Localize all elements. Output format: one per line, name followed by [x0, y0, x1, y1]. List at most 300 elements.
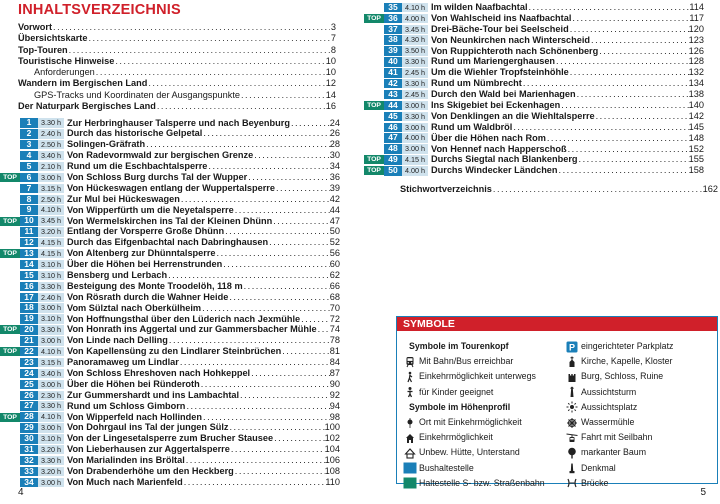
- toc-entry-label: Vorwort: [18, 22, 53, 32]
- tour-entry[interactable]: [364, 67, 704, 78]
- tour-duration: 3.20 h: [38, 227, 64, 236]
- tour-name: Von Wipperfeld nach Hollinden: [67, 411, 203, 422]
- tour-number: 49: [384, 155, 402, 164]
- dot-leader: [241, 90, 325, 101]
- inn-icon: [401, 432, 419, 444]
- tour-duration: 3.00 h: [38, 303, 64, 312]
- dot-leader: [203, 412, 330, 423]
- tour-entry[interactable]: [364, 35, 704, 46]
- toc-entry-page: 14: [325, 89, 336, 100]
- toc-entry-page: 3: [330, 22, 336, 32]
- tour-duration: 4.30 h: [402, 35, 428, 44]
- tour-entry[interactable]: [0, 172, 340, 183]
- toc-entry-label: Touristische Hinweise: [18, 55, 115, 66]
- tour-page: 30: [329, 150, 340, 161]
- dot-leader: [596, 111, 689, 122]
- symbol-label: Symbole im Höhenprofil: [409, 401, 511, 412]
- tour-entry[interactable]: [0, 324, 340, 335]
- toc-entry-page: 16: [325, 101, 336, 112]
- child-icon: [401, 386, 419, 398]
- tour-name: Von Lieberhausen zur Aggertalsperre: [67, 444, 230, 455]
- dot-leader: [523, 78, 689, 89]
- tour-entry[interactable]: [0, 205, 340, 216]
- symbol-item: [401, 476, 545, 491]
- castle-icon: [563, 371, 581, 383]
- toc-entry[interactable]: [18, 67, 336, 78]
- toc-entry[interactable]: [18, 56, 336, 67]
- tour-name: Vom Sülztal nach Oberkülheim: [67, 302, 202, 313]
- tour-entry[interactable]: [364, 2, 704, 13]
- tour-entry[interactable]: [364, 56, 704, 67]
- top-badge: TOP: [0, 413, 20, 422]
- tour-name: Bensberg und Lerbach: [67, 269, 168, 280]
- index-page: 162: [702, 184, 718, 194]
- tour-page: 138: [688, 89, 704, 100]
- tour-duration: 3.45 h: [402, 25, 428, 34]
- dot-leader: [146, 139, 330, 150]
- tour-duration: 4.10 h: [402, 3, 428, 12]
- tour-entry[interactable]: [0, 270, 340, 281]
- tour-duration: 3.30 h: [402, 57, 428, 66]
- dot-leader: [229, 422, 324, 433]
- tour-entry[interactable]: [0, 444, 340, 455]
- tour-number: 19: [20, 314, 38, 323]
- tour-duration: 3.40 h: [38, 369, 64, 378]
- tour-entry[interactable]: [0, 357, 340, 368]
- tour-page: 126: [688, 45, 704, 56]
- hiker-icon: [401, 371, 419, 383]
- tour-name: Von Hoffnungsthal über den Lüderich nach Jexmühle: [67, 313, 301, 324]
- tour-entry[interactable]: [0, 128, 340, 139]
- symbol-label: Symbole im Tourenkopf: [409, 341, 509, 351]
- tour-entry[interactable]: [0, 248, 340, 259]
- tour-number: 35: [384, 3, 402, 12]
- top-badge: TOP: [364, 166, 384, 175]
- tour-entry[interactable]: [364, 100, 704, 111]
- symbol-label: Haltestelle S- bzw. Straßenbahn: [419, 477, 545, 488]
- dot-leader: [556, 56, 689, 67]
- dot-leader: [217, 248, 330, 259]
- toc-entry-page: 7: [330, 33, 336, 44]
- toc-entry-page: 12: [325, 78, 336, 89]
- tour-name: Solingen-Gräfrath: [67, 139, 146, 150]
- dot-leader: [235, 205, 330, 216]
- tour-entry[interactable]: [364, 122, 704, 133]
- tour-duration: 3.00 h: [38, 173, 64, 182]
- tram-stop-icon: [401, 477, 419, 489]
- index-entry[interactable]: [400, 184, 718, 195]
- toc-entry[interactable]: [18, 78, 336, 89]
- tour-page: 56: [329, 248, 340, 259]
- tour-name: Rund um Mariengerghausen: [431, 56, 556, 67]
- tour-name: Zur Herbringhauser Talsperre und nach Beyenburg: [67, 117, 290, 128]
- tour-entry[interactable]: [364, 154, 704, 165]
- toc-entry-label: Top-Touren: [18, 44, 68, 55]
- symbol-label: Ort mit Einkehrmöglichkeit: [419, 416, 522, 427]
- tour-name: Drei-Bäche-Tour bei Seelscheid: [431, 23, 569, 34]
- dot-leader: [203, 128, 329, 139]
- tour-entry[interactable]: [0, 150, 340, 161]
- tour-entry[interactable]: [0, 433, 340, 444]
- tour-page: 74: [329, 324, 340, 335]
- tour-duration: 2.40 h: [38, 129, 64, 138]
- tour-entry[interactable]: [364, 78, 704, 89]
- symbol-item: [401, 445, 545, 460]
- tour-entry[interactable]: [0, 368, 340, 379]
- tour-entry[interactable]: [364, 13, 704, 24]
- tour-list-left: [0, 118, 340, 488]
- tour-duration: 3.10 h: [38, 260, 64, 269]
- tour-page: 42: [329, 193, 340, 204]
- symbol-label: Brücke: [581, 477, 609, 488]
- tour-number: 8: [20, 195, 38, 204]
- toc-entry[interactable]: [18, 45, 336, 56]
- tour-name: Von Denklingen an die Wiehltalsperre: [431, 110, 595, 121]
- symbol-item: [563, 354, 673, 369]
- tour-entry[interactable]: [0, 335, 340, 346]
- tour-number: 14: [20, 260, 38, 269]
- tour-name: Von Marialinden ins Bröltal: [67, 455, 185, 466]
- tour-duration: 3.00 h: [402, 144, 428, 153]
- tour-number: 41: [384, 68, 402, 77]
- tour-page: 152: [688, 143, 704, 154]
- tour-duration: 3.15 h: [38, 184, 64, 193]
- dot-leader: [169, 335, 330, 346]
- tour-name: Von Wipperfürth um die Neyetalsperre: [67, 204, 234, 215]
- dot-leader: [69, 45, 330, 56]
- tour-entry[interactable]: [364, 46, 704, 57]
- symbol-label: Wassermühle: [581, 416, 635, 427]
- tour-number: 7: [20, 184, 38, 193]
- tour-duration: 3.00 h: [402, 101, 428, 110]
- symbol-item: [563, 415, 673, 430]
- tour-name: Von Wermelskirchen ins Tal der Kleinen Dhünn: [67, 215, 273, 226]
- dot-leader: [276, 183, 330, 194]
- tour-number: 25: [20, 380, 38, 389]
- tour-number: 26: [20, 391, 38, 400]
- tour-duration: 3.50 h: [402, 46, 428, 55]
- symbol-label: Fahrt mit Seilbahn: [581, 432, 653, 443]
- tour-duration: 3.30 h: [38, 118, 64, 127]
- dot-leader: [572, 13, 689, 24]
- tour-duration: 2.30 h: [38, 391, 64, 400]
- tree-icon: [563, 447, 581, 459]
- tour-name: Besteigung des Monte Troodelöh, 118 m: [67, 280, 243, 291]
- dot-leader: [168, 270, 330, 281]
- tour-entry[interactable]: [364, 24, 704, 35]
- symbol-subheading: [401, 400, 545, 415]
- tour-duration: 3.00 h: [38, 478, 64, 487]
- tour-entry[interactable]: [0, 259, 340, 270]
- symbol-item: [563, 461, 673, 476]
- tour-entry[interactable]: [364, 133, 704, 144]
- tour-number: 38: [384, 35, 402, 44]
- tour-name: Von Drabenderhöhe um den Heckberg: [67, 466, 234, 476]
- dot-leader: [208, 161, 329, 172]
- dot-leader: [181, 194, 330, 205]
- tour-entry[interactable]: [0, 346, 340, 357]
- tour-entry[interactable]: [0, 401, 340, 412]
- top-badge: TOP: [0, 173, 20, 182]
- tour-number: 33: [20, 467, 38, 476]
- top-badge: TOP: [0, 325, 20, 334]
- dot-leader: [186, 401, 329, 412]
- tour-name: Von Altenberg zur Dhünntalsperre: [67, 248, 216, 259]
- tour-entry[interactable]: [364, 144, 704, 155]
- dot-leader: [201, 379, 330, 390]
- tour-page: 123: [688, 34, 704, 45]
- toc-entry[interactable]: [18, 33, 336, 44]
- tour-page: 98: [329, 411, 340, 422]
- top-badge: TOP: [364, 14, 384, 23]
- tour-name: Über die Höhen bei Herrenstrunden: [67, 259, 223, 270]
- tour-duration: 3.10 h: [38, 314, 64, 323]
- tour-entry[interactable]: [364, 165, 704, 176]
- tour-name: Zur Mul bei Hückeswagen: [67, 193, 180, 204]
- index-label: Stichwortverzeichnis: [400, 184, 492, 194]
- tour-duration: 3.00 h: [402, 123, 428, 132]
- tour-entry[interactable]: [0, 281, 340, 292]
- dot-leader: [251, 368, 330, 379]
- church-icon: [563, 356, 581, 368]
- tour-duration: 3.30 h: [38, 401, 64, 410]
- dot-leader: [88, 33, 329, 44]
- tour-name: Von Dohrgaul ins Tal der jungen Sülz: [67, 422, 229, 433]
- tour-duration: 3.20 h: [38, 467, 64, 476]
- tour-duration: 3.15 h: [38, 358, 64, 367]
- tour-entry[interactable]: [0, 139, 340, 150]
- tour-number: 6: [20, 173, 38, 182]
- dot-leader: [513, 122, 688, 133]
- tour-number: 1: [20, 118, 38, 127]
- tour-entry[interactable]: [0, 412, 340, 423]
- tour-name: Durch das Eifgenbachtal nach Dabringhausen: [67, 237, 269, 248]
- tour-entry[interactable]: [0, 422, 340, 433]
- tour-number: 32: [20, 456, 38, 465]
- symbol-label: Denkmal: [581, 462, 616, 473]
- tour-number: 21: [20, 336, 38, 345]
- tour-page: 81: [329, 346, 340, 357]
- dot-leader: [529, 2, 690, 13]
- front-matter-list: [18, 22, 336, 112]
- tour-number: 44: [384, 101, 402, 110]
- dot-leader: [269, 237, 330, 248]
- dot-leader: [244, 281, 330, 292]
- tour-number: 22: [20, 347, 38, 356]
- tour-number: 31: [20, 445, 38, 454]
- dot-leader: [225, 226, 330, 237]
- tour-page: 47: [329, 215, 340, 226]
- tour-page: 120: [688, 23, 704, 34]
- dot-leader: [282, 346, 330, 357]
- tour-number: 4: [20, 151, 38, 160]
- tour-number: 16: [20, 282, 38, 291]
- dot-leader: [291, 118, 330, 129]
- dot-leader: [591, 35, 689, 46]
- top-badge: TOP: [0, 217, 20, 226]
- tour-number: 47: [384, 133, 402, 142]
- tour-entry[interactable]: [0, 314, 340, 325]
- tour-page: 102: [324, 433, 340, 444]
- symbol-label: für Kinder geeignet: [419, 386, 494, 397]
- tour-name: Durchs Windecker Ländchen: [431, 165, 558, 176]
- tour-entry[interactable]: [0, 379, 340, 390]
- tour-name: Von Radevormwald zur bergischen Grenze: [67, 150, 254, 161]
- page-number-right: 5: [700, 487, 706, 498]
- symbol-item: [401, 385, 545, 400]
- tour-number: 10: [20, 216, 38, 225]
- symbol-label: Unbew. Hütte, Unterstand: [419, 447, 520, 458]
- tour-page: 90: [329, 378, 340, 389]
- bridge-icon: [563, 477, 581, 489]
- symbol-legend: [396, 316, 718, 488]
- tour-page: 70: [329, 302, 340, 313]
- dot-leader: [254, 150, 330, 161]
- tour-number: 29: [20, 423, 38, 432]
- tour-entry[interactable]: [0, 118, 340, 129]
- tour-name: Von Schloss Ehreshoven nach Hohkeppel: [67, 367, 251, 378]
- tour-entry[interactable]: [0, 303, 340, 314]
- tour-entry[interactable]: [0, 216, 340, 227]
- symbol-label: Kirche, Kapelle, Kloster: [581, 356, 673, 367]
- tour-entry[interactable]: [0, 390, 340, 401]
- tour-number: 17: [20, 293, 38, 302]
- dot-leader: [547, 133, 689, 144]
- tour-page: 78: [329, 335, 340, 346]
- dot-leader: [570, 67, 689, 78]
- symbol-label: Mit Bahn/Bus erreichbar: [419, 356, 514, 367]
- page-number-left: 4: [18, 487, 24, 498]
- tour-entry[interactable]: [364, 89, 704, 100]
- toc-entry[interactable]: [18, 90, 336, 101]
- tour-page: 39: [329, 182, 340, 193]
- page-title: INHALTSVERZEICHNIS: [18, 2, 181, 18]
- dot-leader: [115, 56, 324, 67]
- tour-name: Durch das historische Gelpetal: [67, 128, 203, 139]
- tour-entry[interactable]: [0, 455, 340, 466]
- tour-duration: 3.10 h: [38, 434, 64, 443]
- tour-entry[interactable]: [364, 111, 704, 122]
- tour-duration: 3.45 h: [38, 216, 64, 225]
- tour-entry[interactable]: [0, 183, 340, 194]
- symbol-item: [563, 369, 673, 384]
- tour-page: 104: [324, 444, 340, 455]
- tour-name: Von Hennef nach Happerschoß: [431, 143, 567, 154]
- tour-number: 34: [20, 478, 38, 487]
- symbol-column-right: [563, 339, 673, 491]
- tour-duration: 4.10 h: [38, 412, 64, 421]
- tour-page: 44: [329, 204, 340, 215]
- tour-entry[interactable]: [0, 292, 340, 303]
- toc-entry-page: 10: [325, 55, 336, 66]
- tour-name: Von Neunkirchen nach Winterscheid: [431, 34, 591, 45]
- tour-entry[interactable]: [0, 237, 340, 248]
- tour-entry[interactable]: [0, 161, 340, 172]
- symbol-item: [401, 430, 545, 445]
- dot-leader: [577, 89, 689, 100]
- tour-page: 72: [329, 313, 340, 324]
- symbol-column-left: [401, 339, 545, 491]
- dot-leader: [274, 433, 325, 444]
- tour-page: 134: [688, 78, 704, 89]
- tour-number: 50: [384, 166, 402, 175]
- dot-leader: [186, 455, 325, 466]
- symbol-label: Burg, Schloss, Ruine: [581, 371, 664, 382]
- tour-page: 148: [688, 132, 704, 143]
- top-badge: TOP: [0, 249, 20, 258]
- dot-leader: [273, 216, 330, 227]
- tour-duration: 3.40 h: [38, 151, 64, 160]
- dot-leader: [561, 100, 688, 111]
- dot-leader: [318, 324, 330, 335]
- tour-page: 94: [329, 400, 340, 411]
- symbol-label: eingerichteter Parkplatz: [581, 341, 674, 351]
- dot-leader: [235, 466, 325, 477]
- waterfall-icon: [563, 417, 581, 429]
- symbol-item: [401, 461, 545, 476]
- dot-leader: [53, 22, 330, 33]
- tour-name: Ins Skigebiet bei Eckenhagen: [431, 100, 561, 111]
- dot-leader: [96, 67, 325, 78]
- tour-page: 110: [325, 476, 340, 487]
- cable-car-icon: [563, 432, 581, 444]
- dot-leader: [301, 314, 330, 325]
- tour-page: 60: [329, 259, 340, 270]
- toc-entry[interactable]: [18, 22, 336, 33]
- tour-number: 30: [20, 434, 38, 443]
- dot-leader: [184, 477, 326, 488]
- tour-duration: 4.00 h: [402, 166, 428, 175]
- tour-page: 158: [688, 165, 704, 176]
- tour-entry[interactable]: [0, 226, 340, 237]
- tour-number: 23: [20, 358, 38, 367]
- dot-leader: [157, 101, 325, 112]
- toc-entry-label: Der Naturpark Bergisches Land: [18, 101, 156, 112]
- tour-duration: 2.10 h: [38, 162, 64, 171]
- symbol-subheading: [401, 339, 545, 354]
- tour-number: 43: [384, 90, 402, 99]
- dot-leader: [231, 444, 325, 455]
- tour-page: 108: [324, 466, 340, 476]
- toc-entry[interactable]: [18, 101, 336, 112]
- tour-number: 37: [384, 25, 402, 34]
- tour-number: 45: [384, 112, 402, 121]
- top-badge: TOP: [364, 101, 384, 110]
- tour-page: 36: [329, 171, 340, 182]
- tour-entry[interactable]: [0, 194, 340, 205]
- tour-entry[interactable]: [0, 466, 340, 477]
- tour-duration: 4.00 h: [402, 14, 428, 23]
- tour-page: 87: [329, 367, 340, 378]
- tour-name: Von Kapellensüng zu den Lindlarer Steinbrüchen: [67, 346, 282, 357]
- tour-duration: 3.00 h: [38, 423, 64, 432]
- dot-leader: [223, 259, 330, 270]
- hut-icon: [401, 447, 419, 459]
- tour-entry[interactable]: [0, 477, 340, 488]
- tour-duration: 3.30 h: [402, 79, 428, 88]
- tour-duration: 4.00 h: [402, 133, 428, 142]
- toc-entry-page: 8: [330, 44, 336, 55]
- symbol-label: Einkehrmöglichkeit unterwegs: [419, 371, 536, 382]
- tour-page: 114: [689, 2, 704, 12]
- symbol-item: [401, 415, 545, 430]
- tour-duration: 2.50 h: [38, 140, 64, 149]
- tour-page: 68: [329, 291, 340, 302]
- tour-number: 36: [384, 14, 402, 23]
- symbol-item: [563, 430, 673, 445]
- dot-leader: [599, 46, 688, 57]
- tour-page: 84: [329, 357, 340, 368]
